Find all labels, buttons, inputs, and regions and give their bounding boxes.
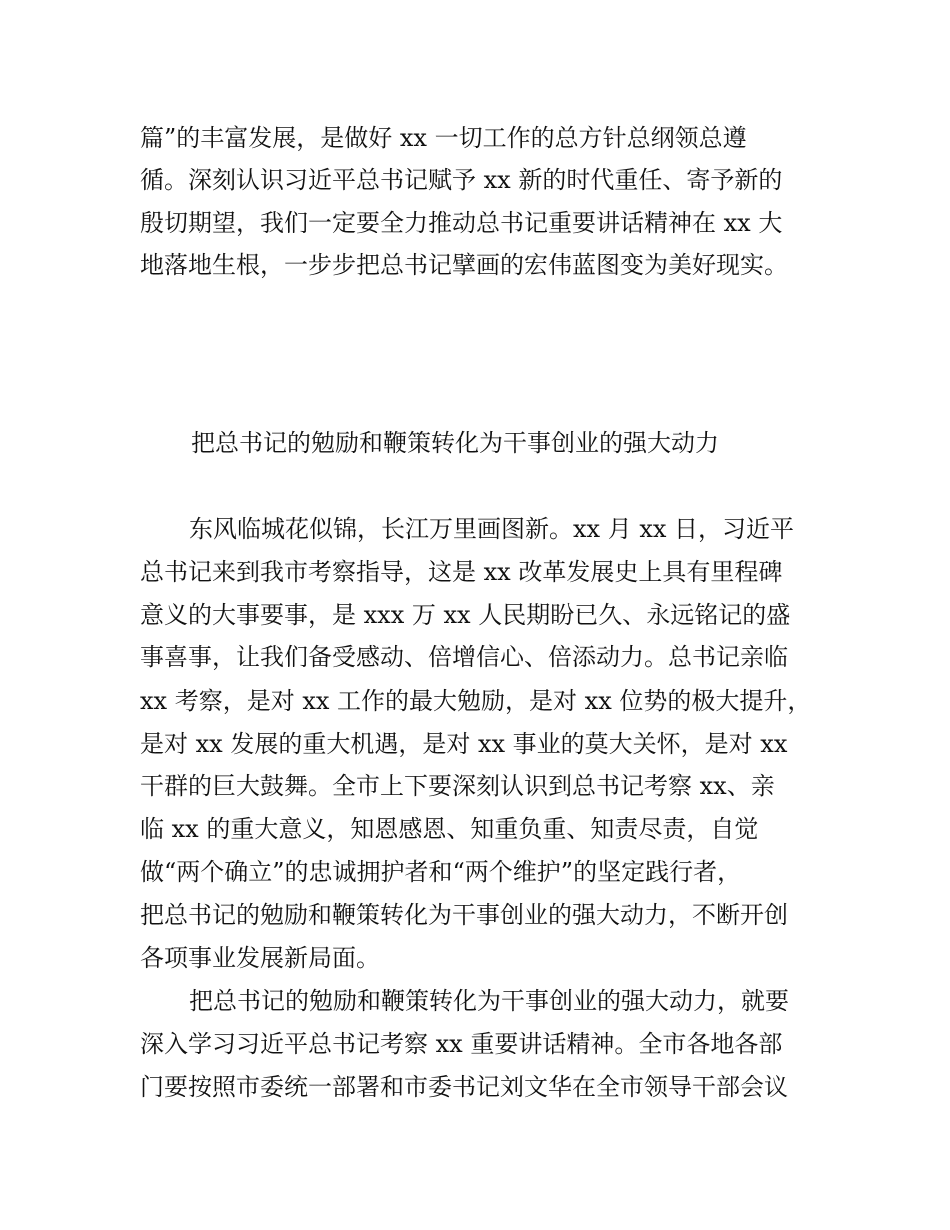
paragraph-line: 意义的大事要事，是 xxx 万 xx 人民期盼已久、永远铭记的盛 [140,601,791,629]
paragraph-line: 循。深刻认识习近平总书记赋予 xx 新的时代重任、寄予新的 [140,166,783,194]
paragraph-line: 地落地生根，一步步把总书记擘画的宏伟蓝图变为美好现实。 [140,251,788,279]
paragraph-line: 临 xx 的重大意义，知恩感恩、知重负重、知责尽责，自觉 [140,815,759,843]
paragraph-line: 各项事业发展新局面。 [140,944,380,972]
paragraph-line: 门要按照市委统一部署和市委书记刘文华在全市领导干部会议 [140,1073,788,1101]
paragraph-line: 深入学习习近平总书记考察 xx 重要讲话精神。全市各地各部 [140,1030,783,1058]
paragraph-line: 把总书记的勉励和鞭策转化为干事创业的强大动力，就要 [189,987,789,1015]
paragraph-line: xx 考察，是对 xx 工作的最大勉励，是对 xx 位势的极大提升， [140,687,812,715]
paragraph-line: 是对 xx 发展的重大机遇，是对 xx 事业的莫大关怀，是对 xx [140,730,788,758]
article-title: 把总书记的勉励和鞭策转化为干事创业的强大动力 [191,429,719,457]
paragraph-line: 事喜事，让我们备受感动、倍增信心、倍添动力。总书记亲临 [140,643,788,671]
paragraph-line: 做“两个确立”的忠诚拥护者和“两个维护”的坚定践行者， [140,858,742,886]
paragraph-line: 把总书记的勉励和鞭策转化为干事创业的强大动力，不断开创 [140,901,788,929]
paragraph-line: 总书记来到我市考察指导，这是 xx 改革发展史上具有里程碑 [140,558,783,586]
paragraph-line: 殷切期望，我们一定要全力推动总书记重要讲话精神在 xx 大 [140,209,783,237]
paragraph-line: 篇”的丰富发展，是做好 xx 一切工作的总方针总纲领总遵 [140,124,747,152]
paragraph-line: 东风临城花似锦，长江万里画图新。xx 月 xx 日，习近平 [189,515,795,543]
paragraph-line: 干群的巨大鼓舞。全市上下要深刻认识到总书记考察 xx、亲 [140,772,775,800]
